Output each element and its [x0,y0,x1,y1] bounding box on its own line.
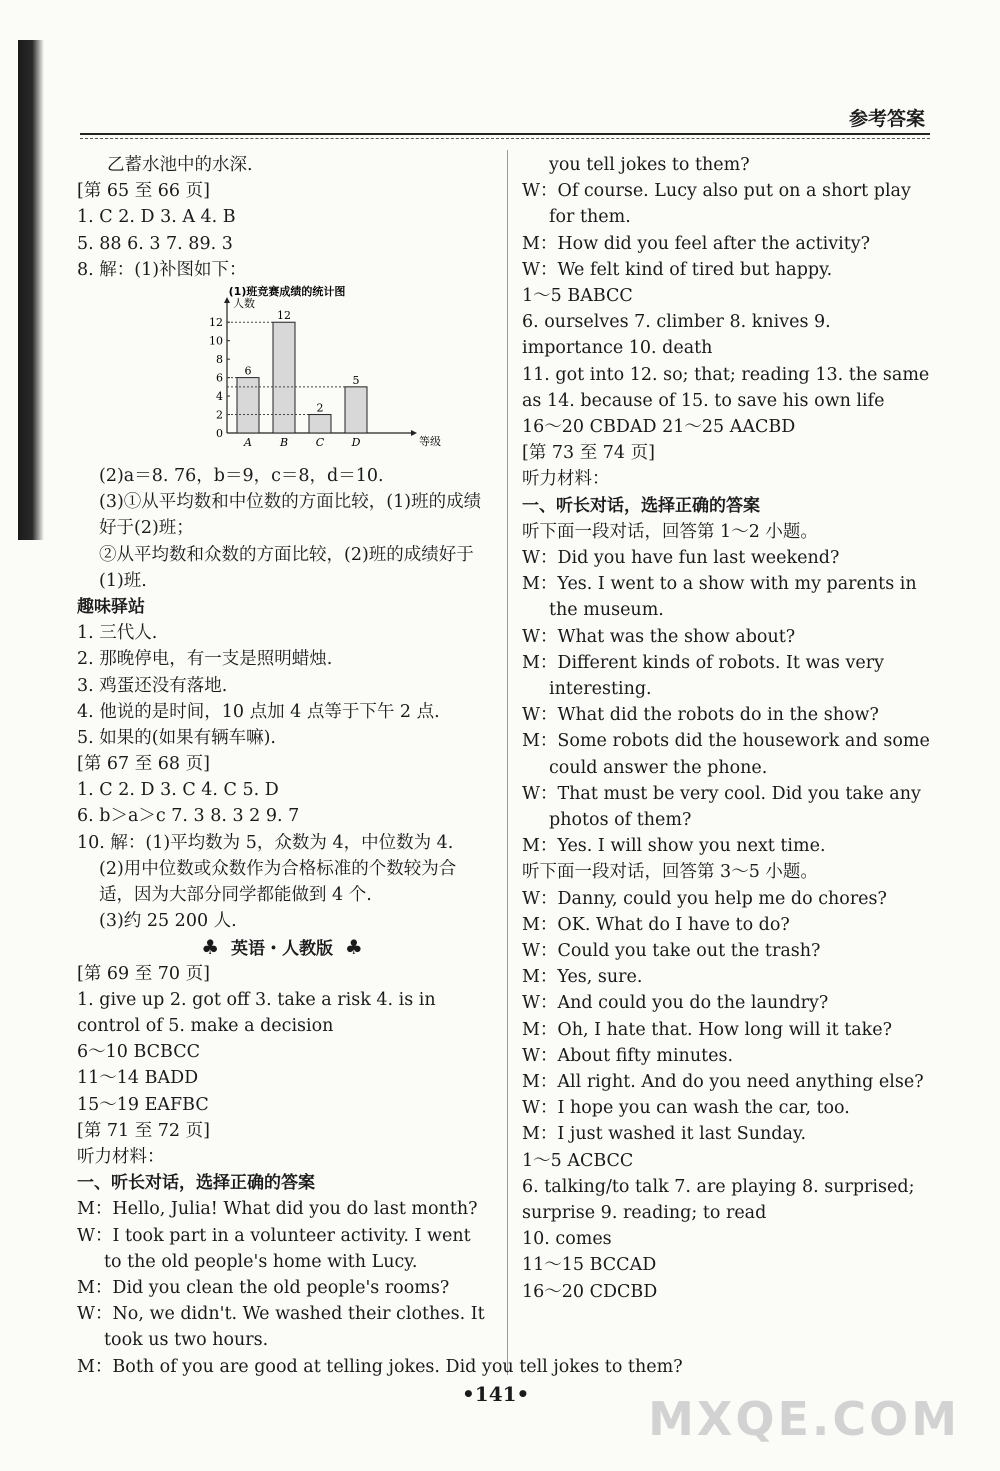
x-axis-label: 等级 [419,434,441,448]
dialog-line: W：Of course. Lucy also put on a short play for them. [522,181,911,228]
dialog-line: W：And could you do the laundry? [522,993,829,1014]
header-title: 参考答案 [848,108,925,130]
answer-line: 1. C 2. D 3. A 4. B [77,207,236,228]
dialog-line: W：What did the robots do in the show? [522,705,879,726]
y-tick-label: 4 [216,390,223,404]
answer-line: 1. C 2. D 3. C 4. C 5. D [77,780,279,801]
english-title-text: 英语・人教版 [231,939,333,960]
answer-line: (2)a＝8. 76，b＝9，c＝8，d＝10. [99,465,384,486]
dialog-line: W：I took part in a volunteer activity. I went to the old people's home with Lucy. [77,1225,471,1272]
answer-line: (3)约 25 200 人. [99,911,237,932]
dialog-line: W：That must be very cool. Did you take any photos of them? [522,783,921,830]
bar-value-label: 6 [244,364,252,378]
answer-line: 6. b＞a＞c 7. 3 8. 3 2 9. 7 [77,806,300,827]
dialog-line: W：We felt kind of tired but happy. [522,259,833,280]
dialog-line: M：Both of you are good at telling jokes. Did you tell jokes to them? [77,1356,683,1377]
watermark: MXQE.COM [648,1392,960,1446]
dialog-line: W：Could you take out the trash? [522,940,821,961]
club-icon: ♣ [201,935,220,960]
bar-chart-svg [77,283,477,463]
riddle-answer: 5. 如果的(如果有辆车嘛). [77,727,276,748]
right-column [522,152,934,1305]
answer-line: 6. ourselves 7. climber 8. knives 9. importance 10. death [522,312,831,359]
dialog-intro: 听下面一段对话，回答第 1～2 小题。 [522,521,818,542]
bar [345,387,367,433]
answer-line: 5. 88 6. 3 7. 89. 3 [77,233,233,254]
page-ref: [第 67 至 68 页] [77,754,210,775]
answer-line: 6～10 BCBCC [77,1042,201,1063]
x-tick-label: B [279,435,289,449]
riddle-answer: 3. 鸡蛋还没有落地. [77,675,228,696]
bar [309,414,331,432]
answer-line: (3)①从平均数和中位数的方面比较，(1)班的成绩好于(2)班； [99,492,482,539]
y-axis-label: 人数 [233,296,255,310]
answer-line: ②从平均数和众数的方面比较，(2)班的成绩好于(1)班. [99,544,474,591]
answer-line: (2)用中位数或众数作为合格标准的个数较为合适，因为大部分同学都能做到 4 个. [99,858,457,906]
y-tick-label: 6 [216,371,223,385]
dialog-line: M：Some robots did the housework and some could answer the phone. [522,731,930,778]
dialog-intro: 听下面一段对话，回答第 3～5 小题。 [522,862,818,883]
club-icon: ♣ [344,935,363,960]
dialog-line: W：About fifty minutes. [522,1045,734,1066]
page-ref: [第 69 至 70 页] [77,963,210,984]
dialog-line: M：Did you clean the old people's rooms? [77,1277,450,1298]
answer-line: 10. comes [522,1229,612,1250]
answer-line: 1～5 ACBCC [522,1150,634,1171]
answer-line: 8. 解：(1)补图如下： [77,259,247,280]
answer-line: 6. talking/to talk 7. are playing 8. surprised; surprise 9. reading; to read [522,1176,915,1223]
bar-value-label: 5 [352,373,360,387]
dialog-line: M：Yes, sure. [522,967,643,988]
text-line: 乙蓄水池中的水深. [107,155,253,175]
answer-line: 15～19 EAFBC [77,1094,209,1115]
dialog-line: W：I hope you can wash the car, too. [522,1098,850,1119]
column-divider [507,150,508,1375]
header-rule [80,133,930,135]
x-axis-arrow [411,430,417,436]
dialog-line: W：Did you have fun last weekend? [522,547,840,568]
answer-line: 10. 解：(1)平均数为 5，众数为 4，中位数为 4. [77,832,454,853]
dialog-line: M：Hello, Julia! What did you do last month? [77,1199,478,1220]
page-ref: [第 73 至 74 页] [522,443,655,464]
answer-line: 11～14 BADD [77,1068,199,1089]
riddle-answer: 1. 三代人. [77,623,158,644]
x-tick-label: A [244,435,252,449]
dialog-line: M：Yes. I went to a show with my parents in the museum. [522,574,917,621]
dialog-line: W：No, we didn't. We washed their clothes. It took us two hours. [77,1304,485,1351]
dialog-line: M：OK. What do I have to do? [522,914,790,935]
page-number: •141• [462,1382,530,1406]
bar-value-label: 12 [277,309,291,323]
text-line: 听力材料： [522,469,610,490]
answer-line: 16～20 CDCBD [522,1281,658,1302]
answer-line: 1. give up 2. got off 3. take a risk 4. is in control of 5. make a decision [77,989,436,1036]
y-tick-label: 0 [216,426,223,440]
y-tick-label: 2 [216,408,223,422]
dialog-line: M：How did you feel after the activity? [522,233,871,254]
dialog-line: M：All right. And do you need anything else? [522,1071,924,1092]
dialog-line: M：I just washed it last Sunday. [522,1124,807,1145]
header-dashed-rule [80,138,930,139]
section-title-english [77,934,487,960]
page-ref: [第 71 至 72 页] [77,1120,210,1141]
y-tick-label: 12 [209,316,223,330]
dialog-line: W：Danny, could you help me do chores? [522,888,887,909]
dialog-line: M：Different kinds of robots. It was very interesting. [522,652,884,699]
section-title-quwei: 趣味驿站 [77,596,145,617]
answer-line: 11～15 BCCAD [522,1255,657,1276]
dialog-line: W：What was the show about? [522,626,796,647]
x-tick-label: D [351,435,361,449]
page-edge-shadow [18,40,44,540]
bar [237,378,259,433]
riddle-answer: 2. 那晚停电，有一支是照明蜡烛. [77,649,333,670]
answer-line: 11. got into 12. so; that; reading 13. the same as 14. because of 15. to save his own life [522,364,930,411]
text-line: 听力材料： [77,1146,165,1167]
page-ref: [第 65 至 66 页] [77,181,210,202]
chart-title: (1)班竞赛成绩的统计图 [228,284,346,298]
dialog-line: M：Yes. I will show you next time. [522,836,826,857]
riddle-answer: 4. 他说的是时间，10 点加 4 点等于下午 2 点. [77,701,440,722]
y-tick-label: 8 [216,353,223,367]
answer-line: 1～5 BABCC [522,286,633,306]
bar-value-label: 2 [316,401,324,415]
bar [273,322,295,433]
bar-chart [77,283,487,463]
listening-heading: 一、听长对话，选择正确的答案 [522,495,760,516]
y-tick-label: 10 [209,334,223,348]
listening-heading: 一、听长对话，选择正确的答案 [77,1173,315,1194]
dialog-line: M：Oh, I hate that. How long will it take? [522,1019,893,1040]
dialog-line: you tell jokes to them? [549,155,750,175]
answer-line: 16～20 CBDAD 21～25 AACBD [522,417,796,437]
x-tick-label: C [315,435,325,449]
